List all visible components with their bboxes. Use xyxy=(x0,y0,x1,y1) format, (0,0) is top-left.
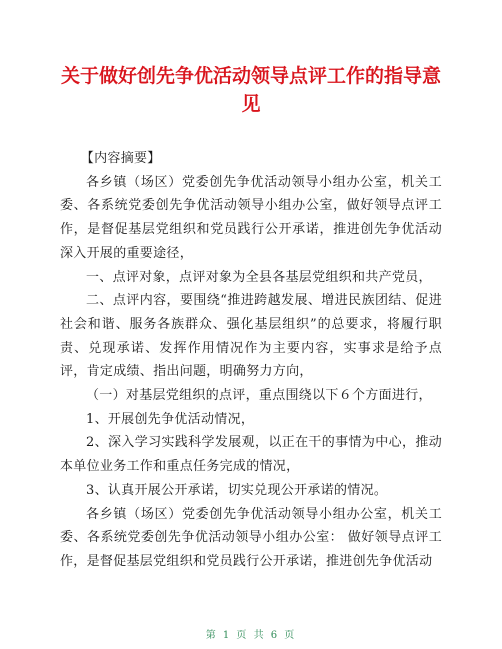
abstract-label: 【内容摘要】 xyxy=(80,151,161,166)
body-paragraph: 一、点评对象，点评对象为全县各基层党组织和共产党员， xyxy=(86,269,432,285)
document-body xyxy=(60,147,442,574)
body-paragraph: 2、深入学习实践科学发展观，以正在干的事情为中心，推动本单位业务工作和重点任务完成的情况， xyxy=(60,435,442,475)
body-paragraph: 各乡镇（场区）党委创先争优活动领导小组办公室，机关工委、各系统党委创先争优活动领导小组办公室，做好领导点评工作，是督促基层党组织和党员践行公开承诺，推进创先争优活动深入开展的重要途径， xyxy=(60,174,442,261)
body-paragraph: 3、认真开展公开承诺，切实兑现公开承诺的情况。 xyxy=(86,482,388,498)
page-number-footer: 第 1 页 共 6 页 xyxy=(205,630,297,641)
body-paragraph: 二、点评内容，要围绕“推进跨越发展、增进民族团结、促进社会和谐、服务各族群众、强化基层组织”的总要求，将履行职责、兑现承诺、发挥作用情况作为主要内容，实事求是给予点评，肯定成绩、指出问题，明确努力方向， xyxy=(60,293,442,380)
document-title: 关于做好创先争优活动领导点评工作的指导意见 xyxy=(60,65,441,115)
body-paragraph: （一）对基层党组织的点评，重点围绕以下６个方面进行， xyxy=(86,388,432,404)
body-paragraph: 1、开展创先争优活动情况， xyxy=(86,411,255,427)
body-paragraph: 各乡镇（场区）党委创先争优活动领导小组办公室，机关工委、各系统党委创先争优活动领导小组办公室： 做好领导点评工作，是督促基层党组织和党员践行公开承诺，推进创先争优活动 xyxy=(60,506,442,569)
